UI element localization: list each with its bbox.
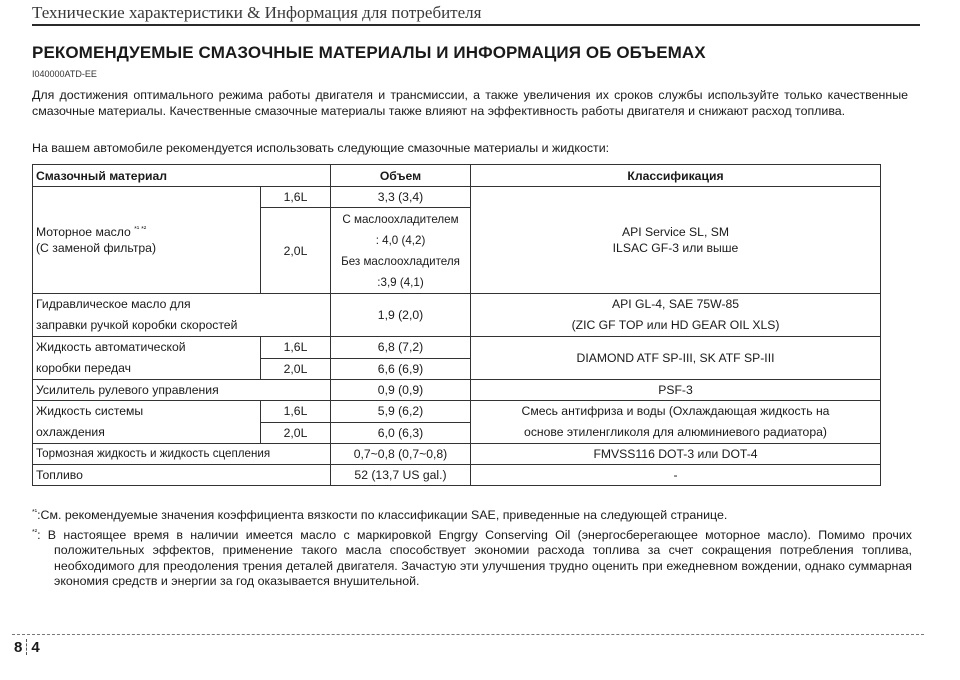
fuel-classification: - [471, 465, 881, 486]
power-steering-label: Усилитель рулевого управления [33, 380, 331, 401]
auto-trans-label-line1: Жидкость автоматической [36, 340, 186, 354]
lubricants-table [32, 164, 881, 486]
manual-trans-volume: 1,9 (2,0) [331, 294, 471, 337]
intro-paragraph: Для достижения оптимального режима работы двигателя и трансмиссии, а также увеличения их сроков службы используйте только качественные смазочные материалы. Качественные смазочные материалы также влияют на эффективность работы двигателя и снижают расход топлива. [32, 88, 908, 118]
table-row [33, 294, 881, 337]
engine-oil-label [33, 187, 261, 294]
without-cooler-value: :3,9 (4,1) [377, 275, 424, 289]
running-header: Технические характеристики & Информация для потребителя [32, 3, 482, 22]
auto-trans-16-engine: 1,6L [261, 337, 331, 359]
section-title: РЕКОМЕНДУЕМЫЕ СМАЗОЧНЫЕ МАТЕРИАЛЫ И ИНФОРМАЦИЯ ОБ ОБЪЕМАХ [32, 43, 706, 62]
auto-trans-label [33, 337, 261, 380]
footnote-1-mark: *¹ [32, 508, 38, 516]
engine-oil-class-line1: API Service SL, SM [621, 225, 729, 239]
coolant-20-engine: 2,0L [261, 422, 331, 444]
coolant-label [33, 401, 261, 444]
engine-oil-label-line2: (С заменой фильтра) [36, 241, 157, 255]
footnotes [32, 508, 912, 590]
engine-oil-20-engine: 2,0L [261, 208, 331, 294]
engine-oil-footnote-marks: *¹ *² [134, 225, 147, 233]
page-index: 4 [31, 639, 40, 656]
header-classification: Классификация [471, 165, 881, 187]
footer-rule [12, 634, 924, 635]
power-steering-classification: PSF-3 [471, 380, 881, 401]
document-code: I040000ATD-EE [32, 69, 97, 79]
without-cooler-label: Без маслоохладителя [341, 254, 460, 268]
footnote-1-text: :См. рекомендуемые значения коэффициента вязкости по классификации SAE, приведенные на следующей странице. [37, 508, 728, 522]
intro-lead-in: На вашем автомобиле рекомендуется использовать следующие смазочные материалы и жидкости: [32, 141, 610, 155]
manual-trans-class-line2: (ZIC GF TOP или HD GEAR OIL XLS) [571, 318, 780, 332]
coolant-16-volume: 5,9 (6,2) [331, 401, 471, 423]
manual-trans-label-line1: Гидравлическое масло для [36, 297, 191, 311]
engine-oil-label-line1: Моторное масло [36, 225, 131, 239]
table-row [33, 187, 881, 208]
with-cooler-value: : 4,0 (4,2) [375, 233, 426, 247]
header-rule [32, 24, 920, 26]
manual-trans-classification [471, 294, 881, 337]
manual-trans-label-line2: заправки ручкой коробки скоростей [36, 318, 238, 332]
footnote-2 [32, 528, 912, 590]
coolant-classification [471, 401, 881, 444]
coolant-label-line1: Жидкость системы [36, 404, 144, 418]
footnote-2-mark: *² [32, 528, 38, 536]
coolant-20-volume: 6,0 (6,3) [331, 422, 471, 444]
manual-trans-class-line1: API GL-4, SAE 75W-85 [611, 297, 740, 311]
coolant-class-line1: Смесь антифриза и воды (Охлаждающая жидкость на [521, 404, 830, 418]
table-row [33, 444, 881, 465]
brake-fluid-label: Тормозная жидкость и жидкость сцепления [33, 444, 331, 465]
footnote-2-text: : В настоящее время в наличии имеется масло с маркировкой Engrgy Conserving Oil (энергосберегающее моторное масло). Помимо прочих положительных эффектов, применение такого масла способствует экономии расхода топлива за счет сокращения потребления топлива, необходимого для преодоления трения деталей двигателя. Зачастую эти улучшения трудно оценить при ежедневном вождении, однако суммарная экономия средств и энергии за год оказывается внушительной. [37, 527, 912, 588]
table-header-row [33, 165, 881, 187]
with-cooler-label: С маслоохладителем [342, 212, 459, 226]
table-row [33, 401, 881, 423]
fuel-volume: 52 (13,7 US gal.) [331, 465, 471, 486]
auto-trans-classification: DIAMOND ATF SP-III, SK ATF SP-III [471, 337, 881, 380]
auto-trans-label-line2: коробки передач [36, 361, 131, 375]
manual-trans-label [33, 294, 331, 337]
table-row [33, 465, 881, 486]
auto-trans-20-engine: 2,0L [261, 358, 331, 380]
coolant-16-engine: 1,6L [261, 401, 331, 423]
engine-oil-class-line2: ILSAC GF-3 или выше [612, 241, 739, 255]
auto-trans-16-volume: 6,8 (7,2) [331, 337, 471, 359]
power-steering-volume: 0,9 (0,9) [331, 380, 471, 401]
fuel-label: Топливо [33, 465, 331, 486]
footnote-1 [32, 508, 912, 524]
brake-fluid-volume: 0,7~0,8 (0,7~0,8) [331, 444, 471, 465]
page-number-separator [26, 639, 27, 655]
table-row [33, 380, 881, 401]
engine-oil-16-engine: 1,6L [261, 187, 331, 208]
auto-trans-20-volume: 6,6 (6,9) [331, 358, 471, 380]
page-chapter: 8 [14, 639, 23, 656]
page-number [14, 639, 40, 656]
coolant-class-line2: основе этиленгликоля для алюминиевого радиатора) [524, 425, 827, 439]
coolant-label-line2: охлаждения [36, 425, 105, 439]
engine-oil-classification [471, 187, 881, 294]
header-volume: Объем [331, 165, 471, 187]
engine-oil-16-volume: 3,3 (3,4) [331, 187, 471, 208]
table-row [33, 337, 881, 359]
header-material: Смазочный материал [33, 165, 331, 187]
engine-oil-20-volume [331, 208, 471, 294]
brake-fluid-classification: FMVSS116 DOT-3 или DOT-4 [471, 444, 881, 465]
